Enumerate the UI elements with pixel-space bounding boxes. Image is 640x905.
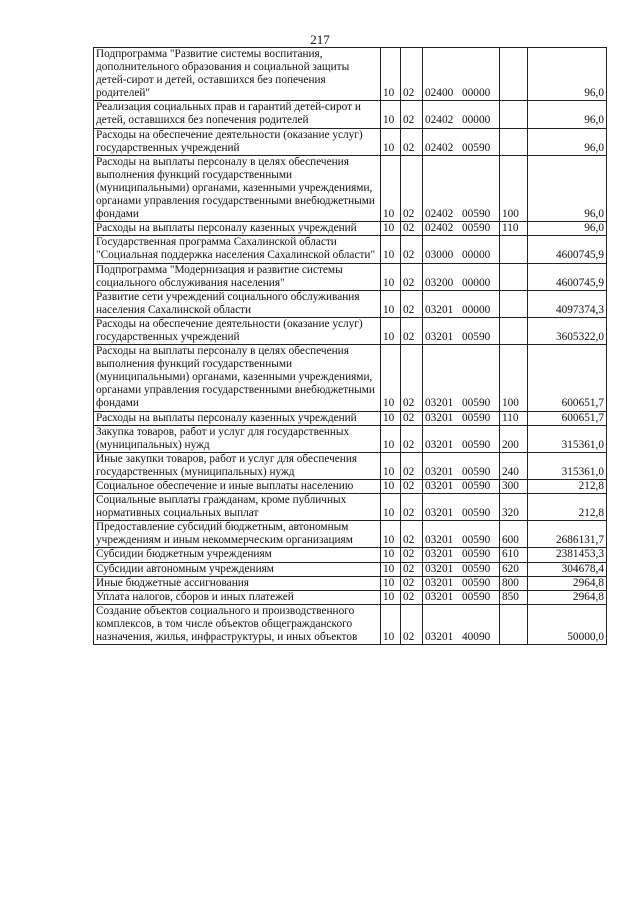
section-code-cell: 10 xyxy=(381,155,401,221)
target-article-cell xyxy=(423,128,500,155)
table-row xyxy=(94,494,607,521)
target-article-direction-code: 00590 xyxy=(462,548,491,561)
amount-cell: 96,0 xyxy=(528,155,607,221)
target-article-program-code: 03201 xyxy=(425,576,454,589)
expense-type-cell: 850 xyxy=(500,590,528,604)
expense-name-cell: Подпрограмма "Модернизация и развитие системы социального обслуживания населения" xyxy=(94,263,381,290)
target-article-cell xyxy=(423,590,500,604)
target-article-direction-code: 00000 xyxy=(462,276,491,289)
amount-cell: 304678,4 xyxy=(528,562,607,576)
table-row xyxy=(94,48,607,101)
section-code-cell: 10 xyxy=(381,263,401,290)
expense-type-cell: 300 xyxy=(500,480,528,494)
subsection-code-cell: 02 xyxy=(401,452,423,479)
budget-table xyxy=(93,47,607,645)
subsection-code-cell: 02 xyxy=(401,101,423,128)
amount-cell: 96,0 xyxy=(528,48,607,101)
section-code-cell: 10 xyxy=(381,562,401,576)
target-article-cell xyxy=(423,155,500,221)
amount-cell: 96,0 xyxy=(528,101,607,128)
table-row xyxy=(94,604,607,644)
amount-cell: 2964,8 xyxy=(528,576,607,590)
budget-table-body xyxy=(94,48,607,645)
target-article-program-code: 03201 xyxy=(425,631,454,644)
subsection-code-cell: 02 xyxy=(401,222,423,236)
amount-cell: 600651,7 xyxy=(528,345,607,411)
subsection-code-cell: 02 xyxy=(401,494,423,521)
page-number: 217 xyxy=(310,32,330,47)
amount-cell: 2964,8 xyxy=(528,590,607,604)
target-article-program-code: 03201 xyxy=(425,438,454,451)
section-code-cell: 10 xyxy=(381,411,401,425)
expense-name-cell: Закупка товаров, работ и услуг для государственных (муниципальных) нужд xyxy=(94,425,381,452)
target-article-cell xyxy=(423,263,500,290)
target-article-cell xyxy=(423,480,500,494)
subsection-code-cell: 02 xyxy=(401,290,423,317)
target-article-direction-code: 00590 xyxy=(462,222,491,235)
section-code-cell: 10 xyxy=(381,317,401,344)
target-article-cell xyxy=(423,317,500,344)
expense-type-cell: 110 xyxy=(500,222,528,236)
target-article-direction-code: 00590 xyxy=(462,438,491,451)
target-article-program-code: 03201 xyxy=(425,562,454,575)
expense-name-cell: Государственная программа Сахалинской области "Социальная поддержка населения Сахалинской области" xyxy=(94,236,381,263)
expense-type-cell: 320 xyxy=(500,494,528,521)
target-article-direction-code: 00590 xyxy=(462,507,491,520)
target-article-direction-code: 00590 xyxy=(462,534,491,547)
target-article-cell xyxy=(423,236,500,263)
section-code-cell: 10 xyxy=(381,590,401,604)
table-row xyxy=(94,222,607,236)
section-code-cell: 10 xyxy=(381,480,401,494)
target-article-program-code: 03201 xyxy=(425,465,454,478)
expense-name-cell: Подпрограмма "Развитие системы воспитания, дополнительного образования и социальной защиты детей-сирот и детей, оставшихся без попечения родителей" xyxy=(94,48,381,101)
expense-name-cell: Создание объектов социального и производственного комплексов, в том числе объектов общегражданского назначения, жилья, инфраструктуры, и иных объектов xyxy=(94,604,381,644)
target-article-cell xyxy=(423,576,500,590)
section-code-cell: 10 xyxy=(381,222,401,236)
amount-cell: 2686131,7 xyxy=(528,521,607,548)
amount-cell: 315361,0 xyxy=(528,425,607,452)
expense-type-cell: 100 xyxy=(500,155,528,221)
target-article-direction-code: 00590 xyxy=(462,208,491,221)
amount-cell: 212,8 xyxy=(528,494,607,521)
expense-name-cell: Расходы на обеспечение деятельности (оказание услуг) государственных учреждений xyxy=(94,128,381,155)
expense-type-cell: 600 xyxy=(500,521,528,548)
expense-type-cell: 800 xyxy=(500,576,528,590)
expense-name-cell: Расходы на выплаты персоналу в целях обеспечения выполнения функций государственными (муниципальными) органами, казенными учреждениями, органами управления государственными внебюджетными фондами xyxy=(94,155,381,221)
subsection-code-cell: 02 xyxy=(401,236,423,263)
table-row xyxy=(94,263,607,290)
table-row xyxy=(94,548,607,562)
table-row xyxy=(94,317,607,344)
amount-cell: 96,0 xyxy=(528,128,607,155)
subsection-code-cell: 02 xyxy=(401,576,423,590)
expense-type-cell xyxy=(500,604,528,644)
expense-name-cell: Иные бюджетные ассигнования xyxy=(94,576,381,590)
expense-type-cell xyxy=(500,101,528,128)
target-article-direction-code: 40090 xyxy=(462,631,491,644)
target-article-program-code: 02402 xyxy=(425,141,454,154)
amount-cell: 4600745,9 xyxy=(528,236,607,263)
target-article-program-code: 02402 xyxy=(425,114,454,127)
target-article-cell xyxy=(423,222,500,236)
amount-cell: 4097374,3 xyxy=(528,290,607,317)
target-article-cell xyxy=(423,604,500,644)
table-row xyxy=(94,290,607,317)
target-article-direction-code: 00590 xyxy=(462,576,491,589)
target-article-cell xyxy=(423,452,500,479)
target-article-cell xyxy=(423,521,500,548)
expense-type-cell xyxy=(500,128,528,155)
table-row xyxy=(94,521,607,548)
table-row xyxy=(94,345,607,411)
table-row xyxy=(94,590,607,604)
section-code-cell: 10 xyxy=(381,521,401,548)
amount-cell: 96,0 xyxy=(528,222,607,236)
target-article-cell xyxy=(423,48,500,101)
subsection-code-cell: 02 xyxy=(401,128,423,155)
expense-name-cell: Уплата налогов, сборов и иных платежей xyxy=(94,590,381,604)
target-article-cell xyxy=(423,101,500,128)
expense-name-cell: Иные закупки товаров, работ и услуг для обеспечения государственных (муниципальных) нужд xyxy=(94,452,381,479)
expense-type-cell: 200 xyxy=(500,425,528,452)
target-article-program-code: 03201 xyxy=(425,330,454,343)
table-row xyxy=(94,236,607,263)
expense-type-cell xyxy=(500,48,528,101)
table-row xyxy=(94,128,607,155)
expense-type-cell: 610 xyxy=(500,548,528,562)
expense-type-cell xyxy=(500,317,528,344)
table-row xyxy=(94,155,607,221)
amount-cell: 212,8 xyxy=(528,480,607,494)
section-code-cell: 10 xyxy=(381,236,401,263)
table-row xyxy=(94,425,607,452)
expense-name-cell: Субсидии бюджетным учреждениям xyxy=(94,548,381,562)
target-article-direction-code: 00000 xyxy=(462,249,491,262)
section-code-cell: 10 xyxy=(381,128,401,155)
subsection-code-cell: 02 xyxy=(401,562,423,576)
target-article-direction-code: 00590 xyxy=(462,330,491,343)
expense-name-cell: Расходы на выплаты персоналу казенных учреждений xyxy=(94,411,381,425)
expense-name-cell: Расходы на обеспечение деятельности (оказание услуг) государственных учреждений xyxy=(94,317,381,344)
subsection-code-cell: 02 xyxy=(401,425,423,452)
section-code-cell: 10 xyxy=(381,494,401,521)
expense-type-cell: 240 xyxy=(500,452,528,479)
expense-type-cell xyxy=(500,263,528,290)
section-code-cell: 10 xyxy=(381,345,401,411)
table-row xyxy=(94,480,607,494)
table-row xyxy=(94,452,607,479)
expense-name-cell: Предоставление субсидий бюджетным, автономным учреждениям и иным некоммерческим организациям xyxy=(94,521,381,548)
amount-cell: 4600745,9 xyxy=(528,263,607,290)
target-article-direction-code: 00590 xyxy=(462,141,491,154)
subsection-code-cell: 02 xyxy=(401,480,423,494)
target-article-program-code: 02400 xyxy=(425,87,454,100)
amount-cell: 3605322,0 xyxy=(528,317,607,344)
section-code-cell: 10 xyxy=(381,48,401,101)
expense-name-cell: Развитие сети учреждений социального обслуживания населения Сахалинской области xyxy=(94,290,381,317)
section-code-cell: 10 xyxy=(381,604,401,644)
expense-name-cell: Расходы на выплаты персоналу в целях обеспечения выполнения функций государственными (муниципальными) органами, казенными учреждениями, органами управления государственными внебюджетными фондами xyxy=(94,345,381,411)
target-article-direction-code: 00590 xyxy=(462,411,491,424)
target-article-direction-code: 00590 xyxy=(462,465,491,478)
target-article-program-code: 02402 xyxy=(425,208,454,221)
expense-type-cell: 620 xyxy=(500,562,528,576)
table-row xyxy=(94,101,607,128)
target-article-cell xyxy=(423,411,500,425)
target-article-program-code: 03000 xyxy=(425,249,454,262)
subsection-code-cell: 02 xyxy=(401,604,423,644)
target-article-program-code: 03201 xyxy=(425,480,454,492)
target-article-cell xyxy=(423,345,500,411)
target-article-cell xyxy=(423,562,500,576)
expense-name-cell: Расходы на выплаты персоналу казенных учреждений xyxy=(94,222,381,236)
subsection-code-cell: 02 xyxy=(401,317,423,344)
target-article-program-code: 03201 xyxy=(425,411,454,424)
table-row xyxy=(94,576,607,590)
subsection-code-cell: 02 xyxy=(401,155,423,221)
target-article-program-code: 03201 xyxy=(425,303,454,316)
table-row xyxy=(94,411,607,425)
target-article-program-code: 03201 xyxy=(425,548,454,561)
subsection-code-cell: 02 xyxy=(401,345,423,411)
expense-name-cell: Социальные выплаты гражданам, кроме публичных нормативных социальных выплат xyxy=(94,494,381,521)
subsection-code-cell: 02 xyxy=(401,548,423,562)
expense-name-cell: Субсидии автономным учреждениям xyxy=(94,562,381,576)
target-article-program-code: 02402 xyxy=(425,222,454,235)
target-article-cell xyxy=(423,290,500,317)
section-code-cell: 10 xyxy=(381,576,401,590)
target-article-cell xyxy=(423,494,500,521)
subsection-code-cell: 02 xyxy=(401,48,423,101)
expense-name-cell: Реализация социальных прав и гарантий детей-сирот и детей, оставшихся без попечения родителей xyxy=(94,101,381,128)
section-code-cell: 10 xyxy=(381,101,401,128)
target-article-direction-code: 00000 xyxy=(462,114,491,127)
section-code-cell: 10 xyxy=(381,425,401,452)
amount-cell: 2381453,3 xyxy=(528,548,607,562)
target-article-direction-code: 00590 xyxy=(462,397,491,410)
target-article-program-code: 03200 xyxy=(425,276,454,289)
target-article-direction-code: 00590 xyxy=(462,590,491,603)
target-article-direction-code: 00590 xyxy=(462,562,491,575)
subsection-code-cell: 02 xyxy=(401,590,423,604)
target-article-cell xyxy=(423,425,500,452)
expense-type-cell: 100 xyxy=(500,345,528,411)
target-article-program-code: 03201 xyxy=(425,397,454,410)
target-article-program-code: 03201 xyxy=(425,534,454,547)
section-code-cell: 10 xyxy=(381,548,401,562)
amount-cell: 600651,7 xyxy=(528,411,607,425)
subsection-code-cell: 02 xyxy=(401,411,423,425)
table-row xyxy=(94,562,607,576)
subsection-code-cell: 02 xyxy=(401,263,423,290)
target-article-direction-code: 00590 xyxy=(462,480,491,492)
target-article-program-code: 03201 xyxy=(425,590,454,603)
expense-type-cell xyxy=(500,236,528,263)
target-article-direction-code: 00000 xyxy=(462,303,491,316)
section-code-cell: 10 xyxy=(381,290,401,317)
expense-type-cell xyxy=(500,290,528,317)
target-article-cell xyxy=(423,548,500,562)
target-article-program-code: 03201 xyxy=(425,507,454,520)
expense-name-cell: Социальное обеспечение и иные выплаты населению xyxy=(94,480,381,494)
amount-cell: 50000,0 xyxy=(528,604,607,644)
expense-type-cell: 110 xyxy=(500,411,528,425)
subsection-code-cell: 02 xyxy=(401,521,423,548)
target-article-direction-code: 00000 xyxy=(462,87,491,100)
section-code-cell: 10 xyxy=(381,452,401,479)
amount-cell: 315361,0 xyxy=(528,452,607,479)
